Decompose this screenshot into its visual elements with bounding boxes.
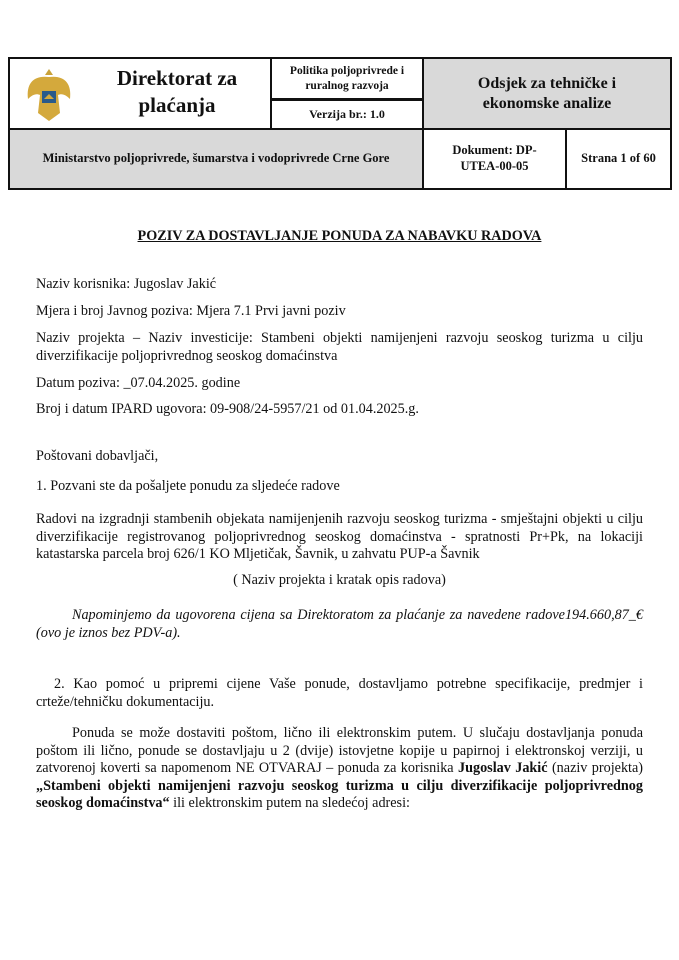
delivery-paragraph	[36, 725, 643, 813]
greeting: Poštovani dobavljači,	[36, 448, 159, 464]
item-2: 2. Kao pomoć u pripremi cijene Vaše ponude, dostavljamo potrebne specifikacije, predmjer i crteže/tehničku dokumentaciju.	[36, 676, 643, 710]
ministry-cell: Ministarstvo poljoprivrede, šumarstva i vodoprivrede Crne Gore	[10, 128, 422, 188]
policy-cell: Politika poljoprivrede i ruralnog razvoja	[270, 59, 422, 98]
delivery-text-c: ili elektronskim putem na sledećoj adresi:	[169, 795, 410, 811]
contract-line: Broj i datum IPARD ugovora: 09-908/24-5957/21 od 01.04.2025.g.	[36, 401, 419, 417]
delivery-beneficiary-name: Jugoslav Jakić	[458, 760, 548, 776]
project-line: Naziv projekta – Naziv investicije: Stambeni objekti namijenjeni razvoju seoskog turizma u cilju diverzifikacije poljoprivrednog seoskog domaćinstva	[36, 330, 643, 364]
item-1: 1. Pozvani ste da pošaljete ponudu za sljedeće radove	[36, 478, 340, 494]
delivery-text-b: (naziv projekta)	[547, 760, 644, 776]
department-cell: Odsjek za tehničke i ekonomske analize	[422, 59, 670, 128]
document-number-cell: Dokument: DP-UTEA-00-05	[422, 128, 565, 188]
document-header-table	[8, 57, 672, 190]
delivery-project-name: „Stambeni objekti namijenjeni razvoju seoskog turizma u cilju diverzifikacije poljoprivrednog seoskog domaćinstva“	[36, 777, 643, 811]
page-number-cell: Strana 1 of 60	[565, 128, 670, 188]
delivery-text-a: Ponuda se može dostaviti poštom, lično ili elektronskim putem. U slučaju dostavljanja ponuda poštom ili lično, ponude se dostavljaju u 2 (dvije) istovjetne kopije u papirnoj i elektronskoj verziji, u zatvorenoj koverti sa napomenom NE OTVARAJ – ponuda za korisnika	[36, 725, 643, 776]
works-description: Radovi na izgradnji stambenih objekata namijenjenih razvoju seoskog turizma - smještajni objekti u cilju diverzifikacije registrovanog poljoprivrednog seoskog domaćinstva - spratnosti Pr+Pk, na lokaciji katastarska parcela broj 626/1 KO Mljetičak, Šavnik, u zahvatu PUP-a Šavnik	[36, 511, 643, 562]
document-title: POZIV ZA DOSTAVLJANJE PONUDA ZA NABAVKU RADOVA	[137, 228, 542, 244]
coat-of-arms-icon	[24, 65, 74, 125]
org-title: Direktorat za plaćanja	[116, 66, 238, 117]
date-line: Datum poziva: _07.04.2025. godine	[36, 375, 241, 391]
org-cell	[10, 59, 270, 128]
version-cell: Verzija br.: 1.0	[270, 98, 422, 128]
measure-line: Mjera i broj Javnog poziva: Mjera 7.1 Prvi javni poziv	[36, 303, 346, 319]
beneficiary-line: Naziv korisnika: Jugoslav Jakić	[36, 276, 217, 292]
price-note: Napominjemo da ugovorena cijena sa Direktoratom za plaćanje za navedene radove194.660,87_€ (ovo je iznos bez PDV-a).	[36, 607, 643, 641]
works-caption: ( Naziv projekta i kratak opis radova)	[233, 572, 446, 588]
